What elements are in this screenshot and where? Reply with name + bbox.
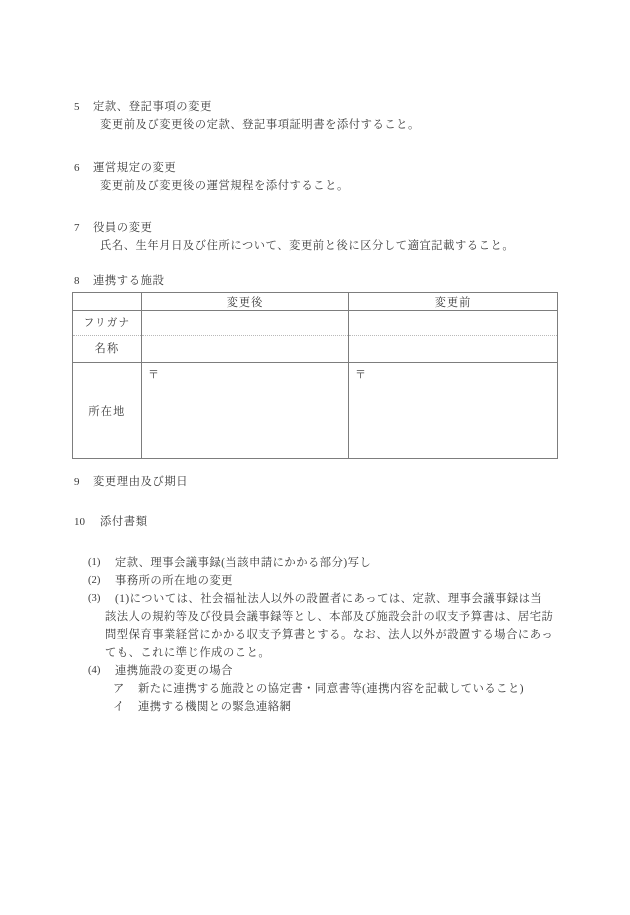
section-9-number: 9 bbox=[74, 476, 80, 488]
section-8 bbox=[0, 272, 630, 290]
attachment-text-3-line-3: 問型保育事業経営にかかる収支予算書とする。なお、法人以外が設置する場合にあっ bbox=[105, 629, 554, 641]
attachment-marker-2: (2) bbox=[88, 575, 101, 586]
section-7-heading bbox=[0, 219, 630, 237]
section-10-number: 10 bbox=[74, 516, 85, 528]
section-10-heading bbox=[0, 513, 630, 531]
section-7-number: 7 bbox=[74, 222, 80, 234]
table-header-after: 変更後 bbox=[142, 293, 349, 311]
attachment-text-4: 連携施設の変更の場合 bbox=[115, 665, 233, 677]
sub-item-text-a: 新たに連携する施設との協定書・同意書等(連携内容を記載していること) bbox=[138, 683, 525, 695]
section-9-title: 変更理由及び期日 bbox=[93, 476, 189, 488]
address-label: 所在地 bbox=[73, 363, 142, 459]
attachment-marker-1: (1) bbox=[88, 557, 101, 568]
table-header-before: 変更前 bbox=[349, 293, 558, 311]
attachment-text-2: 事務所の所在地の変更 bbox=[115, 575, 233, 587]
section-5-heading bbox=[0, 98, 630, 116]
section-6-note: 変更前及び変更後の運営規程を添付すること。 bbox=[100, 180, 349, 192]
attachment-text-1: 定款、理事会議事録(当該申請にかかる部分)写し bbox=[115, 557, 372, 569]
sub-item-text-i: 連携する機関との緊急連絡網 bbox=[138, 701, 292, 713]
section-7-title: 役員の変更 bbox=[93, 222, 153, 234]
section-6 bbox=[0, 159, 630, 192]
name-after-dotted-rule bbox=[142, 335, 348, 336]
section-6-number: 6 bbox=[74, 162, 80, 174]
section-8-heading bbox=[0, 272, 630, 290]
table-row-name bbox=[73, 311, 558, 363]
furigana-label: フリガナ bbox=[73, 311, 141, 336]
name-label: 名称 bbox=[94, 343, 120, 355]
name-before-field[interactable] bbox=[349, 311, 558, 363]
section-7-note: 氏名、生年月日及び住所について、変更前と後に区分して適宜記載すること。 bbox=[100, 240, 515, 252]
name-row-label-cell bbox=[73, 311, 142, 363]
postal-mark-icon: 〒 bbox=[355, 369, 366, 381]
table-row-address bbox=[73, 363, 558, 459]
section-5-title: 定款、登記事項の変更 bbox=[93, 101, 212, 113]
section-8-number: 8 bbox=[74, 275, 80, 287]
attachment-text-3-line-1: (1)については、社会福祉法人以外の設置者にあっては、定款、理事会議事録は当 bbox=[115, 593, 543, 605]
section-10 bbox=[0, 513, 630, 531]
name-before-dotted-rule bbox=[349, 335, 557, 336]
attachment-text-3-line-4: ても、これに準じ作成のこと。 bbox=[105, 647, 271, 659]
sub-item-marker-i: イ bbox=[113, 701, 125, 713]
section-5-number: 5 bbox=[74, 101, 80, 113]
attachment-marker-3: (3) bbox=[88, 593, 101, 604]
attachment-text-3-line-2: 該法人の規約等及び役員会議事録等とし、本部及び施設会計の収支予算書は、居宅訪 bbox=[105, 611, 554, 623]
section-7 bbox=[0, 219, 630, 252]
section-5 bbox=[0, 98, 630, 131]
name-after-field[interactable] bbox=[142, 311, 349, 363]
address-after-field[interactable] bbox=[142, 363, 349, 459]
section-9 bbox=[0, 473, 630, 491]
facility-table bbox=[72, 292, 558, 459]
address-before-field[interactable] bbox=[349, 363, 558, 459]
sub-item-marker-a: ア bbox=[113, 683, 125, 695]
section-10-title: 添付書類 bbox=[100, 516, 148, 528]
attachment-marker-4: (4) bbox=[88, 665, 101, 676]
section-5-note: 変更前及び変更後の定款、登記事項証明書を添付すること。 bbox=[100, 119, 420, 131]
section-6-heading bbox=[0, 159, 630, 177]
table-header-row bbox=[73, 293, 558, 311]
section-9-heading bbox=[0, 473, 630, 491]
section-6-title: 運営規定の変更 bbox=[93, 162, 177, 174]
postal-mark-icon: 〒 bbox=[148, 369, 159, 381]
section-8-title: 連携する施設 bbox=[93, 275, 165, 287]
table-header-blank bbox=[73, 293, 142, 311]
